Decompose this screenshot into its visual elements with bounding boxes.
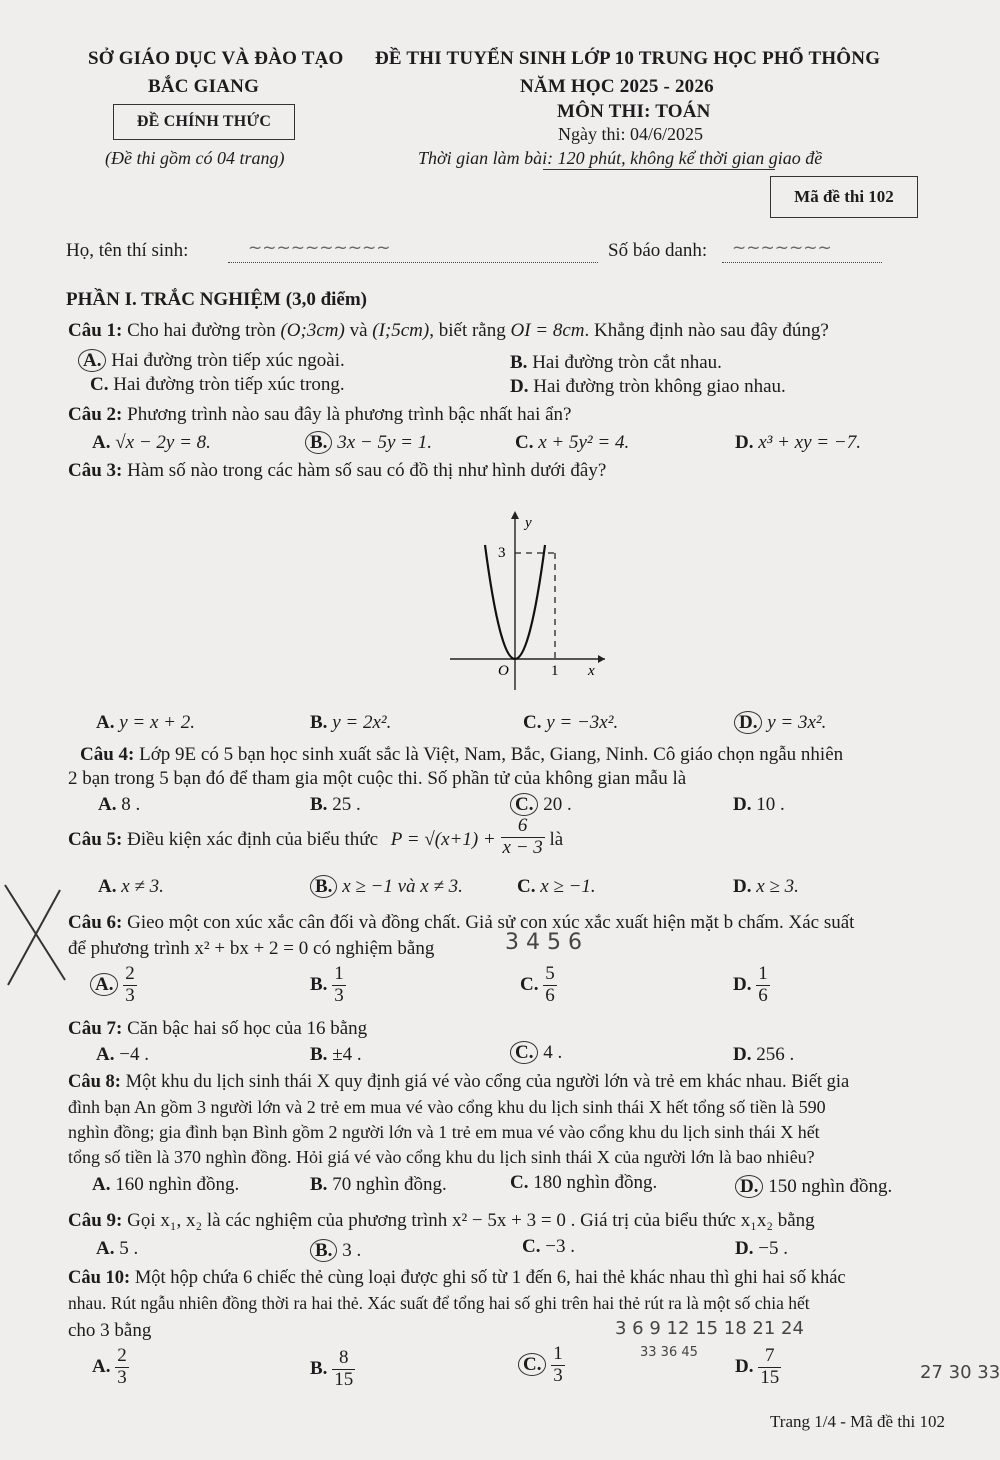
q1-option-c[interactable]: C. Hai đường tròn tiếp xúc trong. xyxy=(90,374,345,395)
q4-option-a[interactable]: A. 8 . xyxy=(98,794,141,815)
q9-option-d[interactable]: D. −5 . xyxy=(735,1238,788,1259)
q10-option-a[interactable]: A. $\frac{2}{3}$ xyxy=(92,1345,127,1388)
q2-option-d[interactable]: D. x³ + xy = −7. xyxy=(735,432,861,453)
q3-stem: Câu 3: Hàm số nào trong các hàm số sau có đồ thị như hình dưới đây? xyxy=(68,460,607,481)
exam-title: ĐỀ THI TUYỂN SINH LỚP 10 TRUNG HỌC PHỔ THÔNG xyxy=(375,48,881,69)
part1-title: PHẦN I. TRẮC NGHIỆM (3,0 điểm) xyxy=(66,289,368,310)
handwritten-note-q6: 3 4 5 6 xyxy=(505,930,582,955)
x-tick-label: 1 xyxy=(551,663,559,679)
q1-stem: Câu 1: Cho hai đường tròn (O;3cm) và (I;5cm), biết rằng OI = 8cm. Khẳng định nào sau đây đúng? xyxy=(68,320,829,341)
q2-option-b[interactable]: B. 3x − 5y = 1. xyxy=(305,432,432,454)
q9-option-c[interactable]: C. −3 . xyxy=(522,1236,575,1257)
q3-option-b[interactable]: B. y = 2x². xyxy=(310,712,392,733)
duration-underline xyxy=(543,169,775,170)
exam-code-box: Mã đề thi 102 xyxy=(770,176,918,218)
q5-option-d[interactable]: D. x ≥ 3. xyxy=(733,876,799,897)
q6-option-d[interactable]: D. $\frac{1}{6}$ xyxy=(733,963,768,1006)
q2-option-c[interactable]: C. x + 5y² = 4. xyxy=(515,432,630,453)
id-label: Số báo danh: xyxy=(608,240,708,261)
page-footer: Trang 1/4 - Mã đề thi 102 xyxy=(770,1412,946,1431)
duration: Thời gian làm bài: 120 phút, không kể thời gian giao đề xyxy=(418,148,823,168)
pages-note: (Đề thi gồm có 04 trang) xyxy=(105,148,285,168)
q1-option-d[interactable]: D. Hai đường tròn không giao nhau. xyxy=(510,376,786,397)
q3-parabola-graph xyxy=(440,505,610,695)
q7-option-b[interactable]: B. ±4 . xyxy=(310,1044,362,1065)
q2-stem: Câu 2: Phương trình nào sau đây là phương trình bậc nhất hai ẩn? xyxy=(68,404,572,425)
q4-stem-line1: Câu 4: Lớp 9E có 5 bạn học sinh xuất sắc là Việt, Nam, Bắc, Giang, Ninh. Cô giáo chọn ngẫu nhiên xyxy=(80,744,844,765)
q10-stem-line3: cho 3 bằng xyxy=(68,1320,152,1341)
q6-option-b[interactable]: B. $\frac{1}{3}$ xyxy=(310,963,344,1006)
q4-option-d[interactable]: D. 10 . xyxy=(733,794,785,815)
q9-option-a[interactable]: A. 5 . xyxy=(96,1238,139,1259)
y-axis-label: y xyxy=(525,515,532,531)
handwritten-note-q10-right: 27 30 33 xyxy=(920,1362,1000,1383)
q6-option-a[interactable]: A. $\frac{2}{3}$ xyxy=(90,964,137,1007)
id-field[interactable]: ~~~~~~~ xyxy=(722,240,882,263)
q10-option-b[interactable]: B. $\frac{8}{15}$ xyxy=(310,1347,354,1390)
q4-stem-line2: 2 bạn trong 5 bạn đó để tham gia một cuộc thi. Số phần tử của không gian mẫu là xyxy=(68,768,687,789)
q3-option-d[interactable]: D. y = 3x². xyxy=(734,712,826,734)
q4-option-c[interactable]: C. 20 . xyxy=(510,794,572,816)
q5-option-a[interactable]: A. x ≠ 3. xyxy=(98,876,164,897)
q9-stem: Câu 9: Gọi x₁, x₂ là các nghiệm của phương trình x² − 5x + 3 = 0 . Giá trị của biểu thức x₁x₂ bằng xyxy=(68,1210,815,1231)
q7-option-c[interactable]: C. 4 . xyxy=(510,1042,562,1064)
q10-stem-line2: nhau. Rút ngẫu nhiên đồng thời ra hai thẻ. Xác suất để tổng hai số ghi trên hai thẻ rút ra là một số chia hết xyxy=(68,1293,810,1313)
subject: MÔN THI: TOÁN xyxy=(557,101,711,122)
y-axis-arrow xyxy=(511,511,519,519)
handwritten-note-q10-small: 33 36 45 xyxy=(640,1345,698,1360)
school-year: NĂM HỌC 2025 - 2026 xyxy=(520,76,714,97)
q5-option-b[interactable]: B. x ≥ −1 và x ≠ 3. xyxy=(310,876,463,898)
x-axis-arrow xyxy=(598,655,605,663)
q8-stem-line1: Câu 8: Một khu du lịch sinh thái X quy định giá vé vào cổng của người lớn và trẻ em khác nhau. Biết gia xyxy=(68,1072,850,1092)
q8-stem-line4: tổng số tiền là 370 nghìn đồng. Hỏi giá vé vào cổng khu du lịch sinh thái X của người lớn là bao nhiêu? xyxy=(68,1147,815,1167)
q5-option-c[interactable]: C. x ≥ −1. xyxy=(517,876,596,897)
department-line2: BẮC GIANG xyxy=(148,76,260,97)
q3-option-a[interactable]: A. y = x + 2. xyxy=(96,712,195,733)
q8-option-d[interactable]: D. 150 nghìn đồng. xyxy=(735,1176,892,1198)
q7-option-d[interactable]: D. 256 . xyxy=(733,1044,795,1065)
official-label: ĐỀ CHÍNH THỨC xyxy=(113,104,295,140)
x-axis-label: x xyxy=(588,663,595,679)
q6-stem-line2: để phương trình x² + bx + 2 = 0 có nghiệm bằng xyxy=(68,938,435,959)
q8-option-c[interactable]: C. 180 nghìn đồng. xyxy=(510,1172,658,1193)
q7-option-a[interactable]: A. −4 . xyxy=(96,1044,149,1065)
name-field[interactable]: ~~~~~~~~~~ xyxy=(228,240,598,263)
q10-option-c[interactable]: C. $\frac{1}{3}$ xyxy=(518,1344,565,1387)
exam-date: Ngày thi: 04/6/2025 xyxy=(558,124,703,144)
origin-label: O xyxy=(498,663,509,679)
q8-option-a[interactable]: A. 160 nghìn đồng. xyxy=(92,1174,240,1195)
q5-stem: Câu 5: Điều kiện xác định của biểu thức P = √(x+1) + $\frac{6}{x - 3}$ là xyxy=(68,815,564,858)
q2-option-a[interactable]: A. √x − 2y = 8. xyxy=(92,432,211,453)
q6-stem-line1: Câu 6: Gieo một con xúc xắc cân đối và đồng chất. Giả sử con xúc xắc xuất hiện mặt b chấm. Xác suất xyxy=(68,912,855,933)
q6-option-c[interactable]: C. $\frac{5}{6}$ xyxy=(520,963,555,1006)
q10-stem-line1: Câu 10: Một hộp chứa 6 chiếc thẻ cùng loại được ghi số từ 1 đến 6, hai thẻ khác nhau thì ghi hai số khác xyxy=(68,1268,846,1288)
name-label: Họ, tên thí sinh: xyxy=(66,240,189,261)
q8-option-b[interactable]: B. 70 nghìn đồng. xyxy=(310,1174,447,1195)
q3-option-c[interactable]: C. y = −3x². xyxy=(523,712,619,733)
q8-stem-line3: nghìn đồng; gia đình bạn Bình gồm 2 người lớn và 1 trẻ em mua vé vào cổng khu du lịch sinh thái X hết xyxy=(68,1122,820,1142)
q7-stem: Câu 7: Căn bậc hai số học của 16 bằng xyxy=(68,1018,368,1039)
q10-option-d[interactable]: D. $\frac{7}{15}$ xyxy=(735,1345,780,1388)
q8-stem-line2: đình bạn An gồm 3 người lớn và 2 trẻ em mua vé vào cổng khu du lịch sinh thái X hết tổng số tiền là 590 xyxy=(68,1097,826,1117)
q1-option-b[interactable]: B. Hai đường tròn cắt nhau. xyxy=(510,352,722,373)
handwritten-cross-mark xyxy=(0,880,70,990)
y-tick-label: 3 xyxy=(498,545,506,561)
q1-option-a[interactable]: A. Hai đường tròn tiếp xúc ngoài. xyxy=(78,350,345,372)
handwritten-note-q10: 3 6 9 12 15 18 21 24 xyxy=(615,1318,804,1339)
q9-option-b[interactable]: B. 3 . xyxy=(310,1240,361,1262)
department-line1: SỞ GIÁO DỤC VÀ ĐÀO TẠO xyxy=(88,48,344,69)
q4-option-b[interactable]: B. 25 . xyxy=(310,794,361,815)
